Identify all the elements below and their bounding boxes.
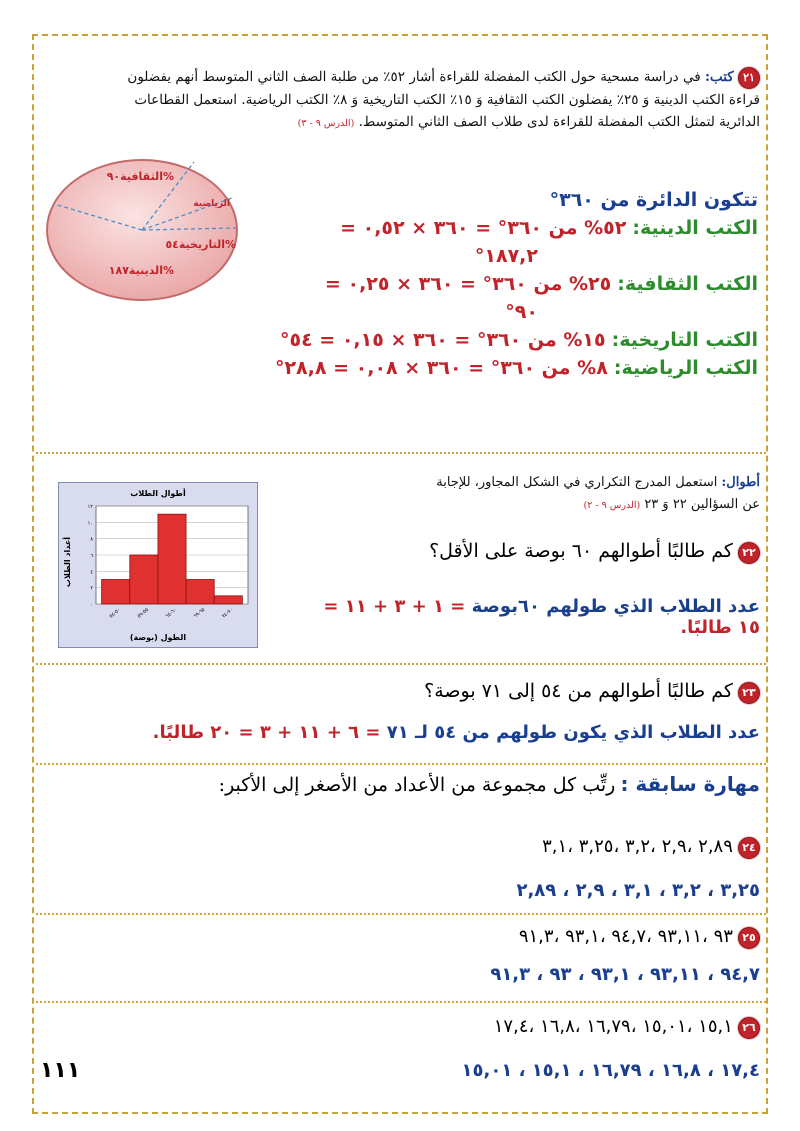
answer-label: عدد الطلاب الذي يكون طولهم من ٥٤ لـ ٧١: [386, 722, 760, 743]
chart-y-tick: ٢: [90, 585, 93, 592]
cultural-equation: ٢٥% من ٣٦٠° = ٣٦٠ × ٠,٢٥ =: [324, 273, 612, 295]
question-number-badge: ٢٤: [738, 837, 760, 859]
pie-label-math: الرياضية: [193, 199, 230, 209]
skill-text: رتِّب كل مجموعة من الأعداد من الأصغر إلى الأكبر:: [218, 774, 616, 796]
histogram-chart: [58, 482, 258, 648]
answer-26: ١٧,٤ ، ١٦,٨ ، ١٦,٧٩ ، ١٥,١ ، ١٥,٠١: [461, 1060, 760, 1081]
chart-bar: [158, 514, 186, 604]
question-number-badge: ٢٦: [738, 1017, 760, 1039]
prior-skill: [100, 772, 760, 796]
pie-chart: [44, 156, 244, 306]
history-equation: ١٥% من ٣٦٠° = ٣٦٠ × ٠,١٥ = ٥٤°: [279, 329, 606, 351]
problem-21-solution: [250, 186, 758, 382]
question-number-badge: ٢٢: [738, 542, 760, 564]
question-values: ٩٣ ،٩٣,١١ ،٩٤,٧ ،٩٣,١ ،٩١,٣: [518, 926, 733, 947]
section-divider: [36, 663, 766, 665]
pie-label-religious: الدينية١٨٧%: [108, 264, 174, 277]
pie-label-cultural: الثقافية٩٠%: [106, 170, 174, 183]
chart-bar: [102, 580, 130, 605]
pie-label-history: التاريخية٥٤%: [165, 238, 236, 251]
chart-bar: [214, 596, 242, 604]
chart-plot-area: [88, 504, 248, 620]
question-values: ١٥,١ ،١٥,٠١ ،١٦,٧٩ ،١٦,٨ ،١٧,٤: [493, 1016, 733, 1037]
math-row: [250, 354, 758, 382]
question-25: [300, 926, 760, 949]
answer-result: ١٥ طالبًا.: [680, 617, 760, 638]
answer-equation: = ١ + ٣ + ١١ =: [323, 596, 466, 617]
lengths-line-1: استعمل المدرج التكراري في الشكل المجاور، للإجابة: [436, 475, 718, 490]
chart-title: أطوال الطلاب: [130, 489, 186, 498]
chart-bar: [186, 580, 214, 605]
problem-number-badge: ٢١: [738, 67, 760, 89]
math-label: الكتب الرياضية:: [613, 357, 758, 379]
lesson-ref: (الدرس ٩ - ٣): [297, 117, 355, 129]
religious-equation: ٥٢% من ٣٦٠° = ٣٦٠ × ٠,٥٢ =: [340, 217, 627, 239]
question-24: [300, 836, 760, 859]
chart-y-tick: ١٢: [87, 504, 93, 510]
answer-25: ٩٤,٧ ، ٩٣,١١ ، ٩٣,١ ، ٩٣ ، ٩١,٣: [490, 964, 760, 985]
question-text: كم طالبًا أطوالهم من ٥٤ إلى ٧١ بوصة؟: [424, 680, 733, 702]
intro-line-1: في دراسة مسحية حول الكتب المفضلة للقراءة أشار ٥٢٪ من طلبة الصف الثاني المتوسط أنهم يفضلون: [127, 69, 701, 85]
cultural-label: الكتب الثقافية:: [617, 273, 758, 295]
section-divider: [36, 452, 766, 454]
question-26: [300, 1016, 760, 1039]
history-label: الكتب التاريخية:: [611, 329, 758, 351]
history-row: [250, 326, 758, 354]
answer-23: [120, 722, 760, 743]
chart-y-tick: ٨: [90, 536, 93, 543]
religious-row: [250, 214, 758, 242]
lengths-intro: [290, 472, 760, 517]
chart-x-tick: ٥٥-٥٩: [136, 606, 150, 620]
chart-y-label: أعداد الطلاب: [63, 536, 72, 588]
question-23: [270, 680, 760, 704]
cultural-result: ٩٠°: [505, 301, 538, 323]
keyword-books: كتب:: [704, 69, 734, 85]
section-divider: [36, 763, 766, 765]
question-values: ٢,٨٩ ،٢,٩ ،٣,٢ ،٣,٢٥ ،٣,١: [542, 836, 733, 857]
problem-21-intro: [48, 66, 760, 135]
question-number-badge: ٢٥: [738, 927, 760, 949]
lengths-line-2: عن السؤالين ٢٢ وَ ٢٣: [644, 497, 760, 512]
chart-bar: [130, 555, 158, 604]
chart-x-tick: ٧٠-٧٤: [220, 606, 235, 620]
intro-line-3: الدائرية لتمثل الكتب المفضلة للقراءة لدى طلاب الصف الثاني المتوسط.: [358, 113, 760, 130]
chart-x-tick: ٦٥-٦٩: [192, 606, 207, 620]
chart-x-tick: ٦٠-٦٤: [164, 606, 179, 620]
question-22: [270, 540, 760, 564]
lesson-ref: (الدرس ٩ - ٢): [583, 500, 641, 511]
answer-24: ٣,٢٥ ، ٣,٢ ، ٣,١ ، ٢,٩ ، ٢,٨٩: [516, 880, 760, 901]
chart-y-tick: ٤: [90, 569, 93, 576]
math-equation: ٨% من ٣٦٠° = ٣٦٠ × ٠,٠٨ = ٢٨,٨°: [274, 357, 608, 379]
question-number-badge: ٢٣: [738, 682, 760, 704]
religious-label: الكتب الدينية:: [632, 217, 758, 239]
religious-result: ١٨٧,٢°: [474, 245, 538, 267]
question-text: كم طالبًا أطوالهم ٦٠ بوصة على الأقل؟: [429, 540, 733, 562]
chart-y-tick: ١٠: [87, 520, 93, 527]
answer-label: عدد الطلاب الذي طولهم ٦٠بوصة: [471, 596, 760, 617]
keyword-lengths: أطوال:: [721, 475, 760, 490]
answer-22: [290, 596, 760, 638]
chart-y-tick: ٠: [90, 602, 93, 608]
answer-equation: = ٦ + ١١ + ٣ = ٢٠ طالبًا.: [152, 722, 381, 743]
chart-x-label: الطول (بوصة): [129, 633, 187, 642]
skill-title: مهارة سابقة :: [620, 772, 760, 796]
chart-y-tick: ٦: [90, 553, 93, 559]
section-divider: [36, 913, 766, 915]
section-divider: [36, 1001, 766, 1003]
intro-line-2: قراءة الكتب الدينية وَ ٢٥٪ يفضلون الكتب الثقافية وَ ١٥٪ الكتب التاريخية وَ ٨٪ الكتب الرياضية. استعمل القطاعات: [134, 91, 760, 108]
cultural-row: [250, 270, 758, 298]
page-number: ١١١: [40, 1058, 81, 1083]
chart-x-tick: ٥٠-٥٤: [108, 606, 122, 620]
solution-header: تتكون الدائرة من ٣٦٠°: [549, 189, 758, 211]
